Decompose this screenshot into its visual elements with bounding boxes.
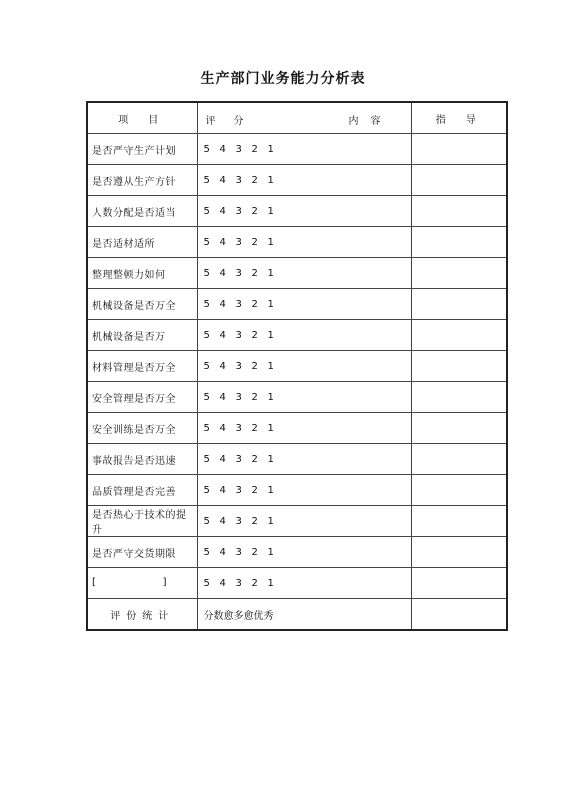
score-option[interactable]: 2 — [251, 174, 258, 186]
row-item-label: 安全管理是否万全 — [87, 382, 197, 413]
score-option[interactable]: 5 — [203, 298, 210, 310]
score-option[interactable]: 2 — [251, 267, 258, 279]
score-option[interactable]: 2 — [251, 515, 258, 527]
table-row — [87, 227, 507, 258]
score-option[interactable]: 3 — [235, 391, 242, 403]
score-option[interactable]: 4 — [219, 329, 226, 341]
score-option[interactable]: 1 — [267, 484, 274, 496]
score-option[interactable]: 5 — [203, 577, 210, 589]
score-options[interactable] — [197, 413, 411, 444]
score-option[interactable]: 4 — [219, 360, 226, 372]
score-option[interactable]: 3 — [235, 298, 242, 310]
score-option[interactable]: 5 — [203, 453, 210, 465]
score-option[interactable]: 3 — [235, 515, 242, 527]
guide-cell[interactable] — [411, 227, 507, 258]
table-row — [87, 537, 507, 568]
guide-cell[interactable] — [411, 320, 507, 351]
header-content: 内容 — [348, 116, 393, 127]
score-option[interactable]: 4 — [219, 143, 226, 155]
score-option[interactable]: 4 — [219, 577, 226, 589]
header-guide: 指导 — [411, 102, 507, 134]
score-options[interactable] — [197, 258, 411, 289]
table-row-blank — [87, 568, 507, 599]
guide-cell[interactable] — [411, 165, 507, 196]
score-option[interactable]: 1 — [267, 298, 274, 310]
row-item-label: 材料管理是否万全 — [87, 351, 197, 382]
score-option[interactable]: 4 — [219, 236, 226, 248]
score-option[interactable]: 2 — [251, 453, 258, 465]
table-row — [87, 196, 507, 227]
score-option[interactable]: 2 — [251, 422, 258, 434]
score-option[interactable]: 1 — [267, 391, 274, 403]
evaluation-table — [86, 101, 508, 631]
score-option[interactable]: 5 — [203, 391, 210, 403]
score-options[interactable] — [197, 475, 411, 506]
guide-cell[interactable] — [411, 134, 507, 165]
score-options[interactable] — [197, 227, 411, 258]
score-option[interactable]: 4 — [219, 515, 226, 527]
score-option[interactable]: 5 — [203, 143, 210, 155]
score-option[interactable]: 1 — [267, 546, 274, 558]
score-options[interactable] — [197, 382, 411, 413]
score-option[interactable]: 3 — [235, 546, 242, 558]
guide-cell[interactable] — [411, 196, 507, 227]
score-option[interactable]: 2 — [251, 577, 258, 589]
score-option[interactable]: 5 — [203, 174, 210, 186]
table-footer-row — [87, 599, 507, 631]
score-option[interactable]: 4 — [219, 546, 226, 558]
score-option[interactable]: 2 — [251, 143, 258, 155]
guide-cell[interactable] — [411, 475, 507, 506]
page-title: 生产部门业务能力分析表 — [200, 71, 366, 87]
score-option[interactable]: 5 — [203, 484, 210, 496]
table-row — [87, 258, 507, 289]
score-option[interactable]: 2 — [251, 205, 258, 217]
score-option[interactable]: 2 — [251, 546, 258, 558]
score-option[interactable]: 3 — [235, 267, 242, 279]
score-option[interactable]: 2 — [251, 360, 258, 372]
table-row — [87, 289, 507, 320]
table-row — [87, 351, 507, 382]
score-option[interactable]: 1 — [267, 453, 274, 465]
score-option[interactable]: 3 — [235, 453, 242, 465]
score-option[interactable]: 1 — [267, 515, 274, 527]
score-option[interactable]: 3 — [235, 143, 242, 155]
table-row — [87, 506, 507, 537]
table-header-row — [87, 102, 507, 134]
guide-cell[interactable] — [411, 413, 507, 444]
table-row — [87, 444, 507, 475]
row-item-label: 是否严守交货期限 — [87, 537, 197, 568]
guide-cell[interactable] — [411, 351, 507, 382]
score-option[interactable]: 1 — [267, 205, 274, 217]
blank-item-field[interactable] — [87, 568, 197, 599]
row-item-label: 是否严守生产计划 — [87, 134, 197, 165]
score-option[interactable]: 4 — [219, 453, 226, 465]
bracket-open: [ — [92, 577, 96, 588]
score-option[interactable]: 5 — [203, 329, 210, 341]
score-option[interactable]: 1 — [267, 143, 274, 155]
header-score: 评分 — [205, 116, 262, 127]
table-row — [87, 320, 507, 351]
score-option[interactable]: 3 — [235, 360, 242, 372]
table-row — [87, 165, 507, 196]
row-item-label: 机械设备是否万 — [87, 320, 197, 351]
score-options[interactable] — [197, 289, 411, 320]
score-options[interactable] — [197, 506, 411, 537]
row-item-label: 安全训练是否万全 — [87, 413, 197, 444]
score-option[interactable]: 4 — [219, 298, 226, 310]
score-option[interactable]: 4 — [219, 205, 226, 217]
score-option[interactable]: 4 — [219, 391, 226, 403]
score-option[interactable]: 1 — [267, 360, 274, 372]
guide-cell[interactable] — [411, 444, 507, 475]
score-option[interactable]: 2 — [251, 484, 258, 496]
score-options[interactable] — [197, 568, 411, 599]
score-option[interactable]: 2 — [251, 329, 258, 341]
score-option[interactable]: 3 — [235, 329, 242, 341]
score-option[interactable]: 5 — [203, 267, 210, 279]
score-option[interactable]: 1 — [267, 236, 274, 248]
table-row — [87, 413, 507, 444]
table-row — [87, 382, 507, 413]
header-item: 项目 — [87, 102, 197, 134]
score-option[interactable]: 2 — [251, 236, 258, 248]
score-options[interactable] — [197, 196, 411, 227]
score-option[interactable]: 3 — [235, 236, 242, 248]
score-option[interactable]: 5 — [203, 360, 210, 372]
guide-cell[interactable] — [411, 289, 507, 320]
score-options[interactable] — [197, 134, 411, 165]
footer-label: 评份统计 — [87, 599, 197, 631]
score-option[interactable]: 5 — [203, 205, 210, 217]
bracket-close: ] — [162, 577, 167, 588]
footer-value: 分数愈多愈优秀 — [197, 599, 411, 631]
header-score-content — [197, 102, 411, 134]
guide-cell[interactable] — [411, 506, 507, 537]
guide-cell[interactable] — [411, 382, 507, 413]
table-row — [87, 475, 507, 506]
score-options[interactable] — [197, 537, 411, 568]
score-option[interactable]: 4 — [219, 267, 226, 279]
footer-guide-cell[interactable] — [411, 599, 507, 631]
score-option[interactable]: 5 — [203, 546, 210, 558]
score-option[interactable]: 1 — [267, 577, 274, 589]
row-item-label: 是否热心于技术的提升 — [87, 506, 197, 537]
guide-cell[interactable] — [411, 568, 507, 599]
score-option[interactable]: 3 — [235, 205, 242, 217]
score-option[interactable]: 4 — [219, 484, 226, 496]
score-option[interactable]: 2 — [251, 298, 258, 310]
row-item-label: 整理整顿力如何 — [87, 258, 197, 289]
score-option[interactable]: 1 — [267, 422, 274, 434]
score-option[interactable]: 5 — [203, 236, 210, 248]
row-item-label: 品质管理是否完善 — [87, 475, 197, 506]
score-option[interactable]: 1 — [267, 174, 274, 186]
row-item-label: 机械设备是否万全 — [87, 289, 197, 320]
score-option[interactable]: 4 — [219, 174, 226, 186]
guide-cell[interactable] — [411, 258, 507, 289]
score-option[interactable]: 2 — [251, 391, 258, 403]
score-option[interactable]: 1 — [267, 329, 274, 341]
score-option[interactable]: 3 — [235, 422, 242, 434]
score-option[interactable]: 5 — [203, 515, 210, 527]
score-option[interactable]: 3 — [235, 484, 242, 496]
row-item-label: 人数分配是否适当 — [87, 196, 197, 227]
score-option[interactable]: 3 — [235, 577, 242, 589]
score-option[interactable]: 1 — [267, 267, 274, 279]
score-option[interactable]: 5 — [203, 422, 210, 434]
score-options[interactable] — [197, 351, 411, 382]
row-item-label: 是否遵从生产方针 — [87, 165, 197, 196]
guide-cell[interactable] — [411, 537, 507, 568]
row-item-label: 事故报告是否迅速 — [87, 444, 197, 475]
score-options[interactable] — [197, 165, 411, 196]
score-options[interactable] — [197, 320, 411, 351]
row-item-label: 是否适材适所 — [87, 227, 197, 258]
score-option[interactable]: 3 — [235, 174, 242, 186]
score-option[interactable]: 4 — [219, 422, 226, 434]
table-row — [87, 134, 507, 165]
score-options[interactable] — [197, 444, 411, 475]
